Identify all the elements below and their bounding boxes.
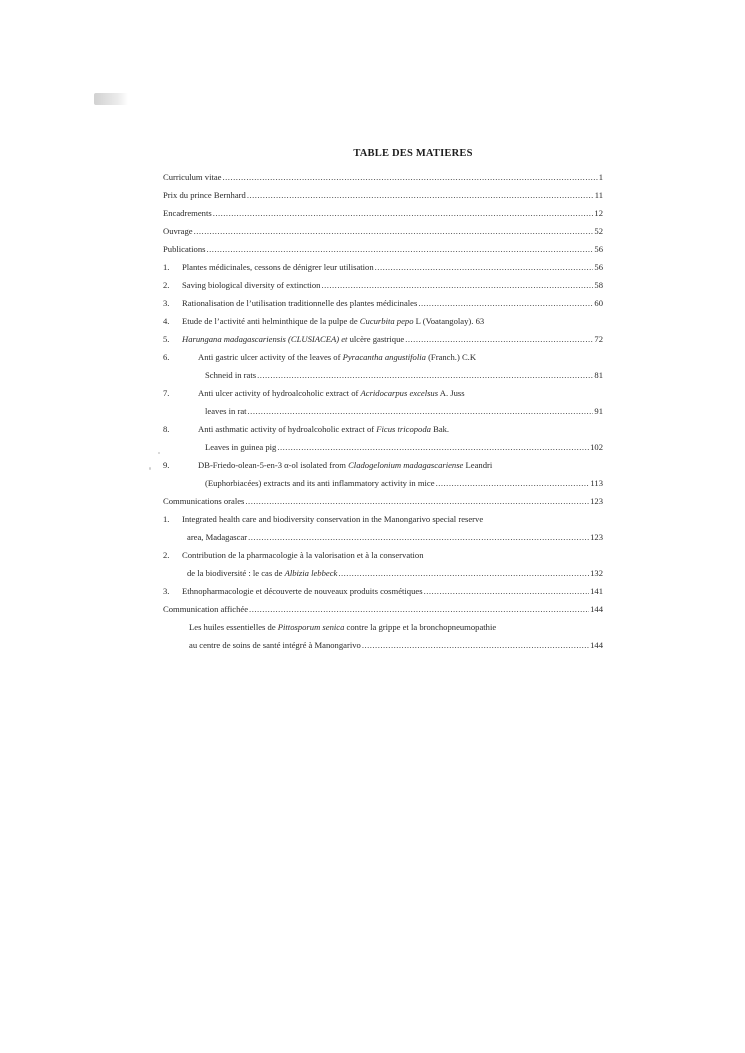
publication-entry: 9. DB-Friedo-olean-5-en-3 α-ol isolated from Cladogelonium madagascariense Leandri	[163, 460, 493, 470]
publication-entry: 2. Saving biological diversity of extinction ..... 58	[163, 276, 603, 294]
page-number: 144	[590, 604, 603, 614]
page-title: TABLE DES MATIERES	[353, 148, 473, 159]
page-number: 91	[594, 406, 603, 416]
publication-entry-continued: leaves in rat ..... 91	[163, 402, 603, 420]
publication-entry-continued: Leaves in guinea pig ..... 102	[163, 438, 603, 456]
publication-entry-continued: (Euphorbiacées) extracts and its anti inflammatory activity in mice ..... 113	[163, 474, 603, 492]
page-number: 12	[594, 208, 603, 218]
oral-communication-entry: 1. Integrated health care and biodiversity conservation in the Manongarivo special reserve	[163, 514, 484, 524]
page-number: 63	[475, 316, 485, 326]
page-number: 141	[590, 586, 603, 596]
page-number: 60	[594, 298, 603, 308]
page-number: 123	[590, 532, 603, 542]
page-number: 123	[590, 496, 603, 506]
page-number: 132	[590, 568, 603, 578]
oral-communication-entry: 2. Contribution de la pharmacologie à la valorisation et à la conservation	[163, 550, 424, 560]
page-number: 56	[594, 262, 603, 272]
toc-entry: Encadrements ..... 12	[163, 204, 603, 222]
oral-communication-entry: 3. Ethnopharmacologie et découverte de nouveaux produits cosmétiques ..... 141	[163, 582, 603, 600]
poster-entry: Les huiles essentielles de Pittosporum senica contre la grippe et la bronchopneumopathie	[189, 622, 497, 632]
publication-entry: 5. Harungana madagascariensis (CLUSIACEA) et ulcère gastrique ..... 72	[163, 330, 603, 348]
page-number: 1	[598, 172, 603, 182]
toc-section-communications-orales: Communications orales ..... 123	[163, 492, 603, 510]
scan-speck	[158, 452, 160, 454]
toc-section-publications: Publications ..... 56	[163, 240, 603, 258]
publication-entry: 4. Etude de l’activité anti helminthique de la pulpe de Cucurbita pepo L (Voatangolay) . 63	[163, 312, 603, 330]
page-number: 56	[594, 244, 603, 254]
page-number: 102	[590, 442, 603, 452]
poster-entry-continued: au centre de soins de santé intégré à Manongarivo ..... 144	[163, 636, 603, 654]
page-number: 113	[590, 478, 603, 488]
toc-section-communication-affichee: Communication affichée ..... 144	[163, 600, 603, 618]
scan-artifact	[94, 93, 128, 105]
oral-communication-entry-continued: de la biodiversité : le cas de Albizia lebbeck ..... 132	[163, 564, 603, 582]
publication-entry: 8. Anti asthmatic activity of hydroalcoholic extract of Ficus tricopoda Bak.	[163, 424, 450, 434]
page-number: 144	[590, 640, 603, 650]
publication-entry: 3. Rationalisation de l’utilisation traditionnelle des plantes médicinales ..... 60	[163, 294, 603, 312]
oral-communication-entry-continued: area, Madagascar ..... 123	[163, 528, 603, 546]
toc-entry: Prix du prince Bernhard ..... 11	[163, 186, 603, 204]
table-of-contents	[163, 148, 603, 654]
publication-entry-continued: Schneid in rats ..... 81	[163, 366, 603, 384]
page-number: 11	[594, 190, 603, 200]
page-number: 81	[594, 370, 603, 380]
publication-entry: 7. Anti ulcer activity of hydroalcoholic extract of Acridocarpus excelsus A. Juss	[163, 388, 465, 398]
page-number: 58	[594, 280, 603, 290]
page-number: 52	[594, 226, 603, 236]
scan-speck	[149, 467, 151, 470]
publication-entry: 6. Anti gastric ulcer activity of the leaves of Pyracantha angustifolia (Franch.) C.K	[163, 352, 477, 362]
publication-entry: 1. Plantes médicinales, cessons de dénigrer leur utilisation ..... 56	[163, 258, 603, 276]
page-number: 72	[594, 334, 603, 344]
toc-entry: Ouvrage ..... 52	[163, 222, 603, 240]
toc-entry: Curriculum vitae ..... 1	[163, 168, 603, 186]
